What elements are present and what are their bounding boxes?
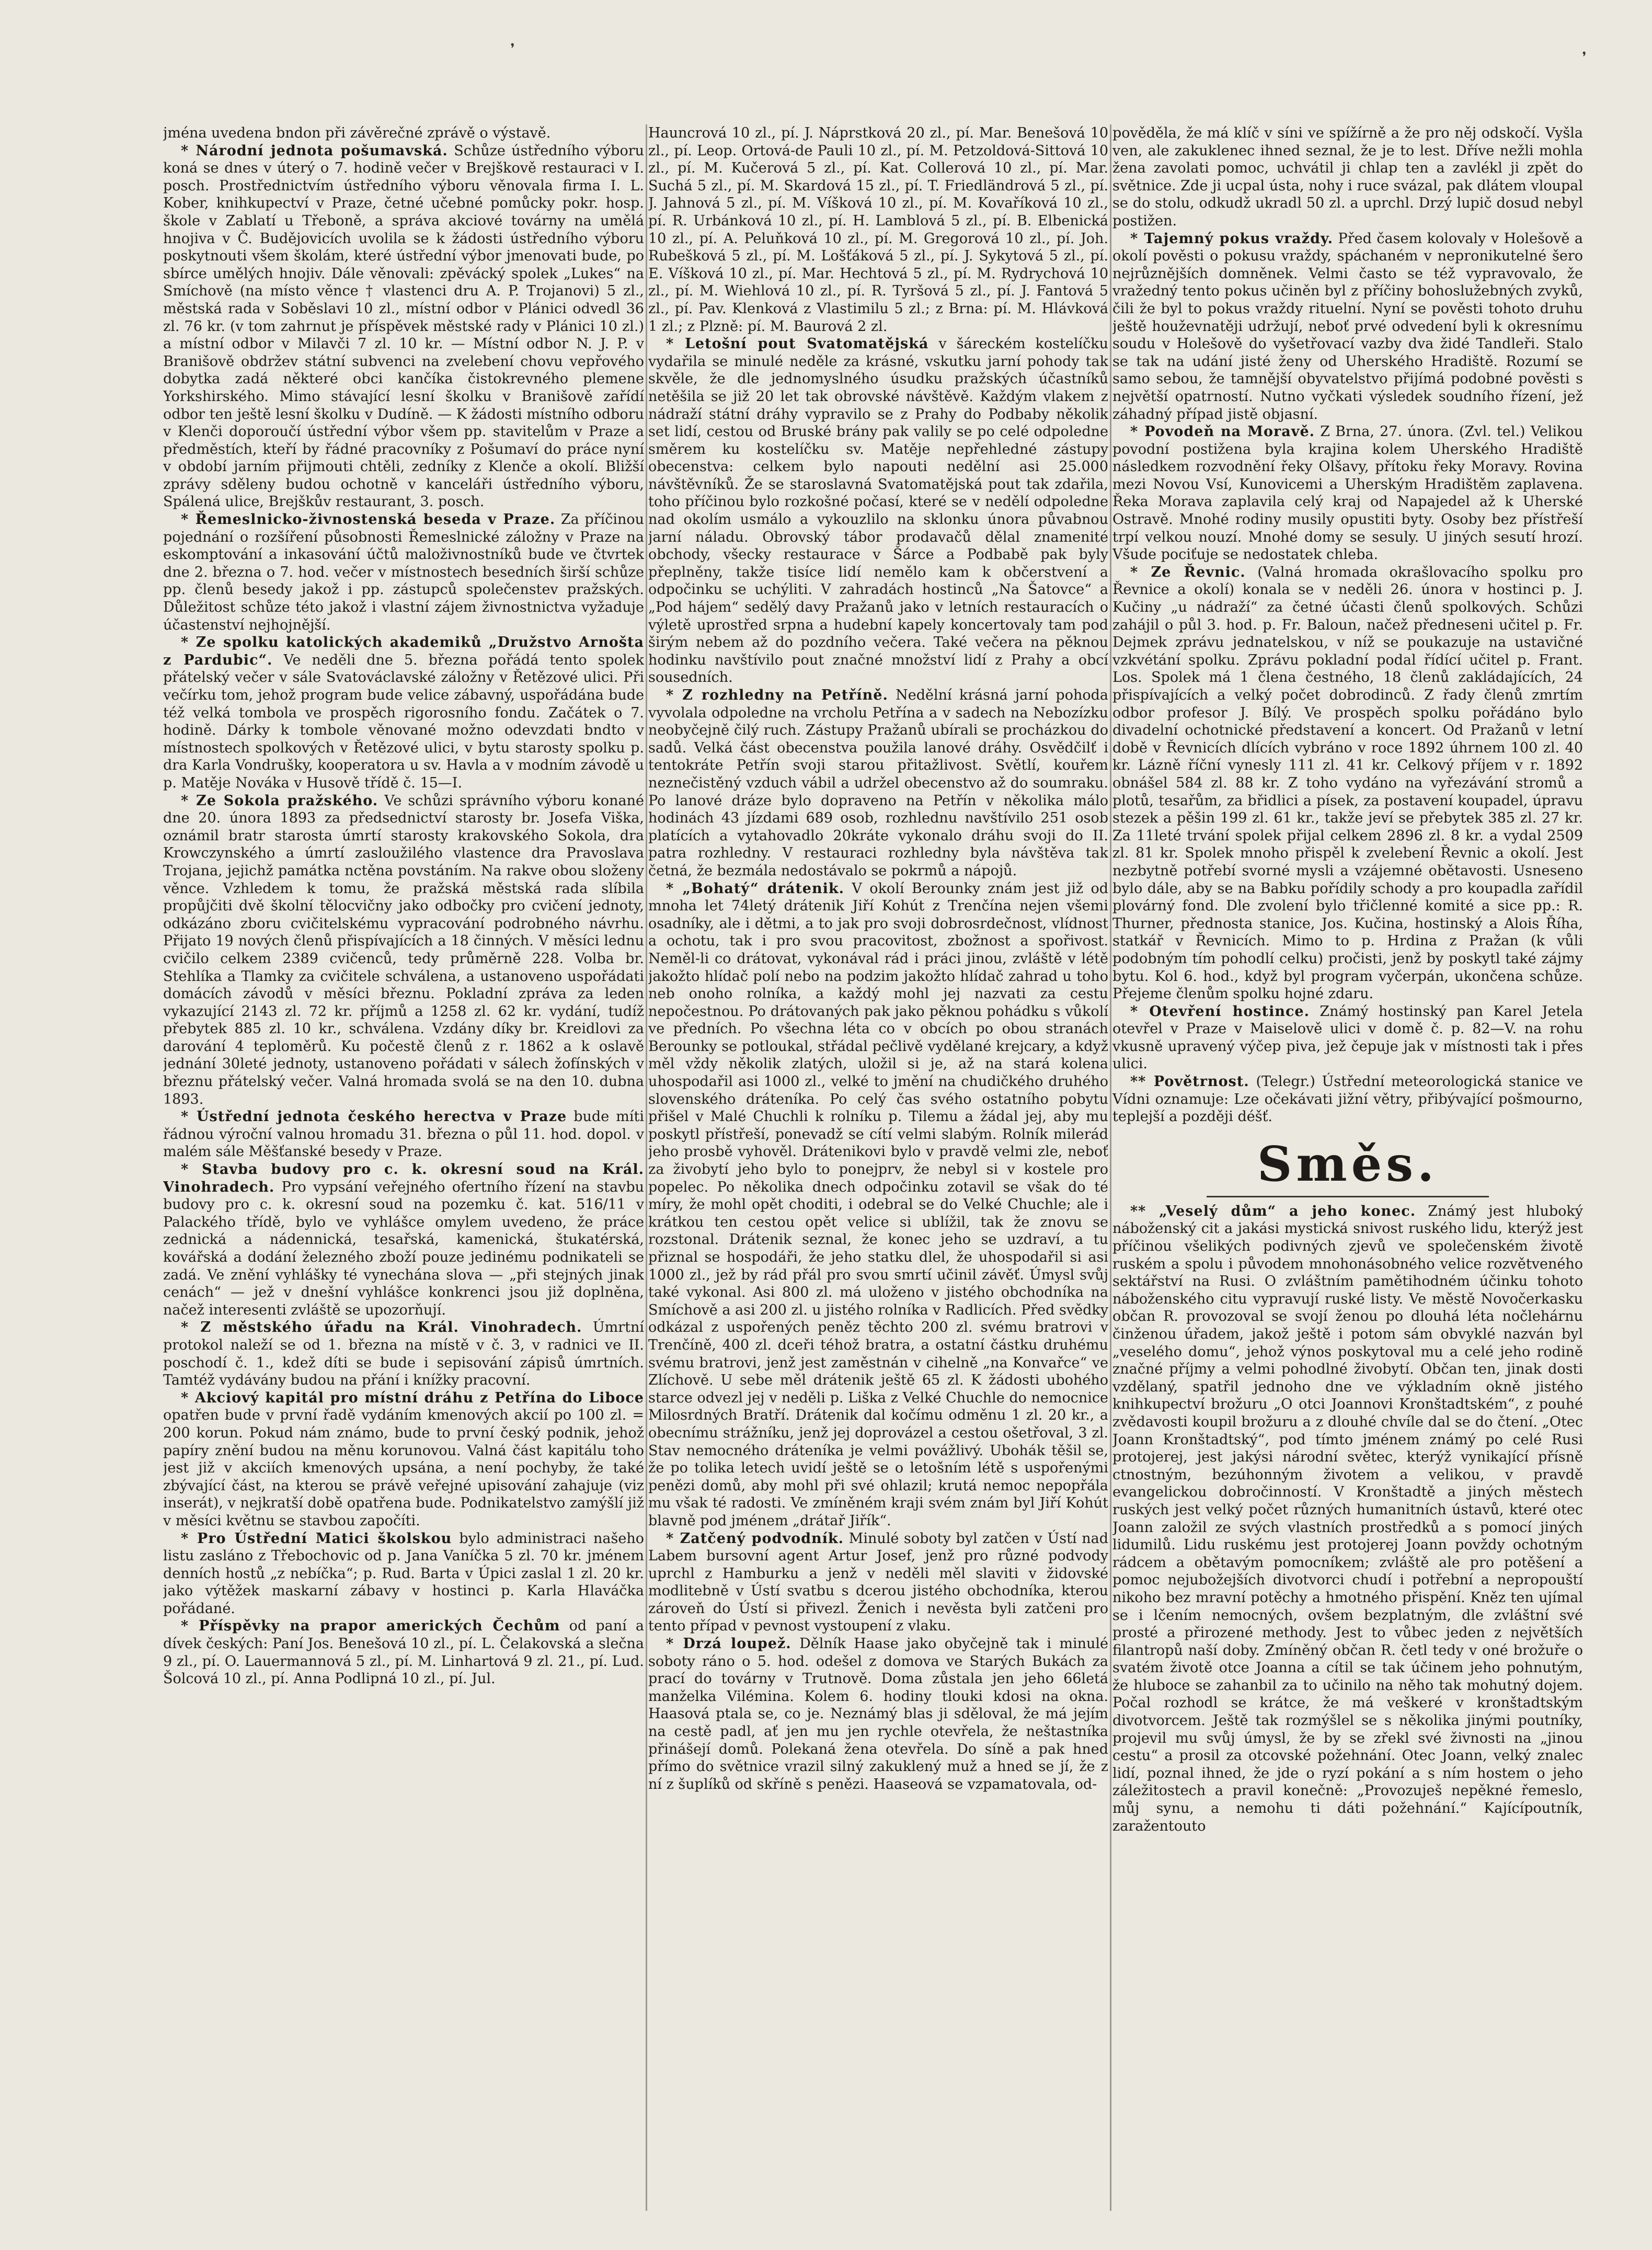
article-body: Ve schůzi správního výboru konané dne 20. února 1893 za předsednictví starosty br. Josefa Viška, oznámil bratr starosta úmrtí starosty krakovského Sokola, dra Krowczynského a úmrtí zasloužilého vlastence dra Pravoslava Trojana, jejichž památka nctěna povstáním. Na rakve obou složeny věnce. Vzhledem k tomu, že pražská městská rada slíbila propůjčiti dvě školní tělocvičny jako odbočky pro cvičení jednoty, odkázáno zboru cvičitelskému vypracování podrobného návrhu. Přijato 19 nových členů přispívajících a 18 činných. V měsíci lednu cvičilo celkem 2389 cvičenců, tedy průměrně 228. Volba br. Stehlíka a Tlamky za cvičitele schválena, a ustanoveno uspořádati domácích závodů v měsíci březnu. Pokladní zpráva za leden vykazující 2143 zl. 72 kr. příjmů a 1258 zl. 62 kr. vydání, tudíž přebytek 885 zl. 10 kr., schválena. Vzdány díky br. Kreidlovi za darování 4 teploměrů. Ku počestě členů z r. 1862 a k oslavě jednání 30leté jednoty, ustanoveno pořádati v sálech žofínských v březnu přátelský večer. Valná hromada svolá se na den 10. dubna 1893. <box>163 792 644 1107</box>
article-body: v šáreckém kostelíčku vydařila se minulé neděle za krásné, vskutku jarní pohody tak skvěle, že dle jednomyslného úsudku pražských účastníků netěšila se již 20 let tak obrovské návštěvě. Každým vlakem z nádraží státní dráhy vypravilo se z Prahy do Podbaby několik set lidí, cestou od Bruské brány pak valily se po celé odpoledne směrem ku kostelíčku sv. Matěje nepřehledné zástupy obecenstva: celkem bylo napouti nedělní asi 25.000 návštěvníků. Že se staroslavná Svatomatějská pout tak zdařila, toho příčinou bylo rozkošné počasí, které se v nedělí odpoledne nad okolím usmálo a vykouzlilo na sklonku února půvabnou jarní náladu. Obrovský tábor prodavačů dělal znamenité obchody, všecky restaurace v Šárce a Podbabě pak byly přeplněny, takže tisíce lidí nemělo kam k občerstvení a odpočinku se uchýliti. V zahradách hostinců „Na Šatovce“ a „Pod hájem“ sedělý davy Pražanů jako v letních restauracích o výletě uprostřed srpna a hudební kapely koncertovaly tam pod širým nebem až do pozdního večera. Také večera na pěknou hodinku navštívilo pout značné množství lidí z Prahy a obcí sousedních. <box>648 336 1108 686</box>
article-body: Pro vypsání veřejného ofertního řízení na stavbu budovy pro c. k. okresní soud na pozemku č. kat. 516/11 v Palackého třídě, bylo ve vyhlášce omylem uvedeno, že práce zednická a nádennická, tesařská, kamenická, štukatérská, kovářská a dodání železného zboží pouze jedinému podnikateli se zadá. Ve znění vyhlášky té vynechána slova — „při stejných jinak cenách“ — jež v dnešní vyhlášce konkrenci jsou již doplněna, načež interesenti zvláště se upozorňují. <box>163 1179 644 1318</box>
ink-mark: ᾽ <box>507 42 518 66</box>
article-headline: * Z rozhledny na Petříně. <box>666 687 888 703</box>
article <box>163 1617 644 1687</box>
column-rule <box>646 124 647 2211</box>
article-headline: * Příspěvky na prapor amerických Čechům <box>181 1618 560 1635</box>
column-1 <box>163 124 644 2211</box>
article-body: od paní a dívek českých: Paní Jos. Benešová 10 zl., pí. L. Čelakovská a slečna 9 zl., pí. O. Lauermannová 5 zl., pí. M. Linhartová 9 zl. 21., pí. Lud. Šolcová 10 zl., pí. Anna Podlipná 10 zl., pí. Jul. <box>163 1618 644 1687</box>
article-body: jména uvedena bndon při závěrečné zprávě o výstavě. <box>163 125 551 141</box>
article-headline: * Ze spolku katolických akademiků „Družstvo Arnošta z Pardubic“. <box>163 634 644 668</box>
article <box>648 880 1108 1530</box>
article-headline: * „Bohatý“ drátenik. <box>666 880 844 897</box>
article <box>648 124 1108 335</box>
ink-mark: ᾿ <box>1579 50 1589 74</box>
article-body: Z Brna, 27. února. (Zvl. tel.) Velikou povodní postižena byla krajina kolem Uherského Hradiště následkem rozvodnění řeky Olšavy, přítoku řeky Moravy. Rovina mezi Novou Vsí, Kunovicemi a Uherským Hradištěm zaplavena. Řeka Morava zaplavila celý kraj od Napajedel až k Uherské Ostravě. Mnohé rodiny musily opustiti byty. Osoby bez přístřeší trpí velkou nouzí. Mnohé domy se sesuly. U jiných sesutí hrozí. Všude pociťuje se nedostatek chleba. <box>1112 424 1583 563</box>
article-headline: * Povodeň na Moravě. <box>1130 424 1315 440</box>
article-headline: * Národní jednota pošumavská. <box>181 142 448 159</box>
article-headline: * Stavba budovy pro c. k. okresní soud na Král. Vinohradech. <box>163 1161 644 1195</box>
article-headline: * Ústřední jednota českého herectva v Praze <box>181 1109 567 1125</box>
article <box>648 1530 1108 1636</box>
article <box>648 1635 1108 1793</box>
section-title-smes: Směs. <box>1257 1135 1439 1192</box>
article-body: Nedělní krásná jarní pohoda vyvolala odpoledne na vrcholu Petřína a v sadech na Nebozízku neobyčejně čilý ruch. Zástupy Pražanů ubírali se procházkou do sadů. Velká část obecenstva použila lanové dráhy. Osvědčilť i tentokráte Petřín svoji starou přitažlivost. Světlí, kouřem neznečistěný vzduch vábil a udržel obecenstvo až do soumraku. Po lanové dráze bylo dopraveno na Petřín v několika málo hodinách 43 jízdami 689 osob, rozhlednu navštívilo 251 osob platících a vytahovadlo 20kráte vykonalo dráhu svoji do II. patra rozhledny. V restauraci rozhledny byla návštěva tak četná, že bezmála nedostávalo se pokrmů a nápojů. <box>648 687 1108 879</box>
article-headline: * Ze Sokola pražského. <box>181 792 378 809</box>
article <box>163 1161 644 1319</box>
article-headline: * Letošní pout Svatomatějská <box>666 336 929 352</box>
article <box>1112 124 1583 230</box>
article-body: bude míti řádnou výroční valnou hromadu 31. března o půl 11. hod. dopol. v malém sále Měšťanské besedy v Praze. <box>163 1109 644 1160</box>
article-body: (Telegr.) Ústřední meteorologická stanice ve Vídni oznamuje: Lze očekávati jižní větry, přibývající pošmourno, teplejší a později déšť. <box>1112 1073 1583 1125</box>
column-2 <box>648 124 1108 2211</box>
article-body: Úmrtní protokol naleží se od 1. března na místě v č. 3, v radnici ve II. poschodí č. 1., kdež díti se bude i sepisování zápisů úmrtních. Tamtéž vydávány budou na přání i knížky pracovní. <box>163 1319 644 1389</box>
article <box>163 792 644 1109</box>
article <box>648 687 1108 880</box>
article-headline: * Akciový kapitál pro místní dráhu z Petřína do Liboce <box>181 1389 644 1406</box>
article <box>163 1389 644 1530</box>
article-body: V okolí Berounky znám jest již od mnoha let 74letý drátenik Jiří Kohút z Trenčína nejen všemi osadníky, ale i dětmi, a to jak pro svoji dobrosrdečnost, vlídnost a ochotu, tak i pro svou pracovitost, zbožnost a spořivost. Neměl-li co drátovat, vykonával rád i práci jinou, zvláště v létě jakožto hlídač polí nebo na podzim jakožto hlídač zahrad u toho neb onoho rolníka, a každý mohl jej nazvati za cestu nepočestnou. Po drátovaných pak jako pěknou pohádku s vůkolí ve předních. Po všechna léta co v obcích po obou stranách Berounky se potloukal, střádal pečlivě vydělané krejcary, a když měl vždy několik zlatých, uložil si je, až na stará kolena uhospodařil asi 1000 zl., velké to jmění na chudičkého druhého slovenského dráteníka. Po celý čas svého ostatního pobytu přišel v Malé Chuchli k rolníku p. Tilemu a žádal jej, aby mu poskytl přístřeší, ponevadž se cítí velmi slabým. Rolník milerád jeho prosbě vyhověl. Drátenikovi bylo v pravdě velmi zle, neboť za živobytí jeho bylo to ponejprv, že nebyl si v kostele pro popelec. Po několika dnech odpočinku zotavil se však do té míry, že mohl opět choditi, i odebral se do Velké Chuchle; ale i krátkou ten cestou opět velice si ublížil, tak že znovu se rozstonal. Drátenik seznal, že konec jeho se uzdraví, a tu přiznal se hospodáři, že jeho statku dlel, že uhospodařil si asi 1000 zl., jež by rád přál pro svou smrtí učinil závěť. Úmysl svůj také vykonal. Asi 800 zl. má uloženo v jistého obchodníka na Smíchově a asi 200 zl. u jistého rolníka v Radlicích. Před svědky odkázal z uspořených peněz těchto 200 zl. svému bratrovi v Trenčíně, 400 zl. dceři téhož bratra, a ostatní částku druhému svému bratrovi, jenž jest zaměstnán v cihelně „na Konvařce“ ve Zlíchově. U sebe měl drátenik ještě 65 zl. K žádosti ubohého starce odvezl jej v neděli p. Liška z Velké Chuchle do nemocnice Milosrdných Bratří. Drátenik dal kočímu odměnu 1 zl. 20 kr., a obecnímu strážníku, jenž jej doprovázel a cestou ošetřoval, 3 zl. Stav nemocného dráteníka je velmi povážlivý. Ubohák těšil se, že po tolika letech uvidí ještě se o letošním létě s uspořenými penězi domů, aby mohl při své ohlazil; krutá nemoc nepopřála mu však té radosti. Ve zmíněném kraji svém znám byl Jiří Kohút blavně pod jménem „drátař Jiřík“. <box>648 880 1108 1529</box>
article-body: Před časem kolovaly v Holešově a okolí pověsti o pokusu vraždy, spáchaném v nepronikutelné šero nejrůznějších domněnek. Velmi často se též vypravovalo, že vražedný tento pokus učiněn byl z příčiny bohoslužebných zvyků, čili že byl to pokus vraždy rituelní. Nyní se pověsti tohoto druhu ještě houževnatěji udržují, neboť prvé odvedení byli k okresnímu soudu v Holešově do vyšetřovací vazby dva židé Tandleři. Stalo se tak na udání jisté ženy od Uherského Hradiště. Rozumí se samo sebou, že tamnější obyvatelstvo přijímá podobné pověsti s největší opatrností. Nutno vyčkati výsledek soudního řízení, jež záhadný případ jistě objasní. <box>1112 230 1583 422</box>
article <box>1112 1203 1583 1835</box>
article-headline: * Otevření hostince. <box>1130 1003 1310 1020</box>
article <box>1112 1003 1583 1073</box>
article <box>648 335 1108 687</box>
article <box>163 1319 644 1389</box>
article <box>163 634 644 792</box>
article-body: Známý jest hluboký náboženský cit a jakási mystická snivost ruského lidu, kterýž jest příčinou všelikých podivných zjevů ve společenském životě ruském a spolu i původem mnohonásobného velice rozvětveného sektářství na Rusi. O zvláštním pamětihodném účinku tohoto náboženského citu vypravují ruské listy. Ve městě Novočerkasku občan R. provozoval se svojí ženou po dlouhá léta nočlehárnu činženou úřadem, jakož ještě i potom sám obvyklé nazván byl „veselého domu“, jehož výnos poskytoval mu a celé jeho rodině značné příjmy a velmi pohodlné živobytí. Občan ten, jinak dosti vzdělaný, spatřil jednoho dne ve výkladním okně jistého knihkupectví brožuru „O otci Joannovi Kronštadtském“, z pouhé zvědavosti koupil brožuru a z dlouhé chvíle dal se do čtení. „Otec Joann Kronštadtský“, pod tímto jménem známý po celé Rusi protojerej, jest jakýsi národní světec, kterýž vynikající přísně ctnostným, bezúhonným životem a velikou, v pravdě evangelickou dobročinností. V Kronštadtě a jiných městech ruských jest velký počet různých humanitních ústavů, které otec Joann založil ze svých vlastních prostředků a s pomocí jiných lidumilů. Lidu ruskému jest protojerej Joann povždy ochotným rádcem a obětavým pomocníkem; zvláště ale pro potěšení a pomoc nejubožejších divotvorci chudí i potřební a nepropouští nikoho bez mravní potěchy a hmotného přispění. Kněz ten ujímal se i lčením nemocných, ovšem bezplatným, dle zvláštní své prosté a přirozené methody. Jest to vůbec jeden z největších filantropů naší doby. Zmíněný občan R. četl tedy v oné brožuře o svatém životě otce Joanna a cítil se tak účinem jeho pohnutým, že hluboce se zahanbil za to učinilo na něho tak mohutný dojem. Počal rozhodl se krátce, že má veškeré v kronštadtským divotvorcem. Ještě tak rozmýšlel se s několika jinými poutníky, projevil mu svůj úmysl, že by se zřekl své živnosti na „jinou cestu“ a prosil za otcovské požehnání. Otec Joann, velký znalec lidí, poznal ihned, že jde o ryzí pokání a s ním hostem o jeho záležitostech a pravil konečně: „Provozuješ nepěkné řemeslo, můj synu, a nemohu ti dáti požehnání.“ Kajícípoutník, zaražentouto <box>1112 1203 1583 1834</box>
article-body: Hauncrová 10 zl., pí. J. Náprstková 20 zl., pí. Mar. Benešová 10 zl., pí. Leop. Ortová-de Pauli 10 zl., pí. M. Petzoldová-Sittová 10 zl., pí. M. Kučerová 5 zl., pí. Kat. Collerová 10 zl., pí. Mar. Suchá 5 zl., pí. M. Skardová 15 zl., pí. T. Friedländrová 5 zl., pí. J. Jahnová 5 zl., pí. M. Víšková 10 zl., pí. M. Kovaříková 10 zl., pí. R. Urbánková 10 zl., pí. H. Lamblová 5 zl., pí. B. Elbenická 10 zl., pí. A. Peluňková 10 zl., pí. M. Gregorová 10 zl., pí. Joh. Rubešková 5 zl., pí. M. Lošťáková 5 zl., pí. J. Sykytová 5 zl., pí. E. Víšková 10 zl., pí. Mar. Hechtová 5 zl., pí. M. Rydrychová 10 zl., pí. M. Wiehlová 10 zl., pí. R. Tyršová 5 zl., pí. J. Fantová 5 zl., pí. Pav. Klenková z Vlastimilu 5 zl.; z Brna: pí. M. Hlávková 1 zl.; z Plzně: pí. M. Baurová 2 zl. <box>648 125 1108 335</box>
article-headline: * Pro Ústřední Matici školskou <box>181 1530 452 1547</box>
article-body: Schůze ústředního výboru koná se dnes v úterý o 7. hodině večer v Brejškově restauraci v I. posch. Prostřednictvím ústředního výboru věnovala firma I. L. Kober, knihkupectví v Praze, četné učebné pomůcky pokr. hosp. škole v Zablatí u Třeboně, a správa akciové továrny na umělá hnojiva v Č. Budějovicích uvolila se k žádosti ústředního výboru poskytnouti všem školám, které ústřední výbor jmenovati bude, po sbírce umělých hnojiv. Dále věnovali: zpěvácký spolek „Lukes“ na Smíchově (na místo věnce † vlastenci dru A. P. Trojanovi) 5 zl., městská rada v Soběslavi 10 zl., místní odbor v Plánici odvedl 36 zl. 76 kr. (v tom zahrnut je příspěvek městské rady v Plánici 10 zl.) a místní odbor v Milavči 7 zl. 10 kr. — Místní odbor N. J. P. v Branišově obdržev státní subvenci na zvelebení chovu vepřového dobytka zadá některé obci kančíka čistokrevného plemene Yorkshirského. Mimo stávající lesní školku v Branišově zařídí odbor ten ještě lesní školku v Dudíně. — K žádosti místního odboru v Klenči doporoučí ústřední výbor všem pp. stavitelům v Praze a předměstích, kteří by řádné pracovníky z Pošumaví do práce nyní v období jarním přijmouti chtěli, zedníky z Klenče a okolí. Bližší zprávy sděleny budou ochotně v kanceláři ústředního výboru, Spálená ulice, Brejškův restaurant, 3. posch. <box>163 142 644 510</box>
column-3 <box>1112 124 1583 2211</box>
article-headline: * Řemeslnicko-živnostenská beseda v Praze. <box>181 511 556 528</box>
article <box>163 124 644 142</box>
article <box>1112 1073 1583 1126</box>
article-headline: * Ze Řevnic. <box>1130 564 1246 580</box>
article-body: Ve neděli dne 5. března pořádá tento spolek přátelský večer v sále Svatováclavské záložny v Řetězové ulici. Při večírku tom, jehož program bude velice zábavný, uspořádána bude též velká tombola ve prospěch rigorosního fondu. Začátek o 7. hodině. Dárky k tombole věnované možno odevzdati bndto v místnostech spolkových v Řetězové ulici, v bytu starosty spolku p. dra Karla Vondrušky, kooperatora u sv. Havla a v modním závodě u p. Matěje Nováka v Husově třídě č. 15—I. <box>163 652 644 791</box>
article <box>163 142 644 511</box>
article <box>1112 564 1583 1003</box>
article-headline: * Tajemný pokus vraždy. <box>1130 230 1334 247</box>
article-body: pověděla, že má klíč v síni ve spížírně a že pro něj odskočí. Vyšla ven, ale zakuklenec ihned seznal, že je to lest. Dříve nežli mohla žena zavolati pomoc, uchvátil ji chlap ten a zavlékl ji zpět do světnice. Zde ji ucpal ústa, nohy i ruce svázal, pak dlátem vloupal se do stolu, odkudž ukradl 50 zl. a uprchl. Drzý lupič dosud nebyl postižen. <box>1112 125 1583 229</box>
article-body: bylo administraci našeho listu zasláno z Třebochovic od p. Jana Vaníčka 5 zl. 70 kr. jménem denních hostů „z nebíčka“; p. Rud. Barta v Úpici zaslal 1 zl. 20 kr. jako výtěžek maskarní zábavy v hostinci p. Karla Hlaváčka pořádané. <box>163 1530 644 1617</box>
section-rule <box>1207 1196 1489 1197</box>
article-headline: * Z městského úřadu na Král. Vinohradech. <box>181 1319 582 1336</box>
article <box>163 511 644 634</box>
article-body: Dělník Haase jako obyčejně tak i minulé soboty ráno o 5. hod. odešel z domova ve Starých Bukách za prací do továrny v Trutnově. Doma zůstala jen jeho 66letá manželka Vilémina. Kolem 6. hodiny tlouki kdosi na okna. Haasová ptala se, co je. Neznámý blas ji sděloval, že má jejím na cestě padl, ať jen mu jen rychle otevřela, že neštastníka přinášejí domů. Polekaná žena otevřela. Do síně a pak hned přímo do světnice vrazil silný zakuklený muž a hned se jí, že z ní z šuplíků od skříně s penězi. Haaseová se vzpamatovala, od- <box>648 1636 1108 1792</box>
article-body: Za příčinou pojednání o rozšíření působnosti Řemeslnické záložny v Praze na eskomptování a inkasování účtů malоživnostníků bude ve čtvrtek dne 2. března o 7. hod. večer v místnostech besedních širší schůze pp. členů besedy jakož i pp. zástupců společenstev pražských. Důležitost schůze této jakož i vlastní zájem živnostnictva vyžaduje účastenství nejhojnější. <box>163 511 644 633</box>
article-body: Minulé soboty byl zatčen v Ústí nad Labem bursovní agent Artur Josef, jenž pro různé podvody uprchl z Hamburku a jenž v neděli měl slaviti v židovské modlitebně v Ústí svatbu s dcerou jistého obchodníka, kterou zároveň do Ústí si přivezl. Ženich i nevěsta byli zatčeni pro tento případ v pevnost vystoupení z vlaku. <box>648 1530 1108 1635</box>
article-body: opatřen bude v první řadě vydáním kmenových akcií po 100 zl. = 200 korun. Pokud nám známo, bude to první český podnik, jehož papíry znění budou na měnu korunovou. Valná část kapitálu toho jest již v akciích kmenových upsána, a není pochyby, že také zbývající část, na kterou se právě veřejné upisování zahajuje (viz inserát), v nejkratší době opatřena bude. Podnikatelstvo zamýšlí již v měsíci květnu se stavbou započíti. <box>163 1407 644 1529</box>
article-body: (Valná hromada okrašlovacího spolku pro Řevnice a okolí) konala se v neděli 26. února v hostinci p. J. Kučiny „u nádraží“ za četné účasti členů spolkových. Schůzi zahájil o půl 3. hod. p. Fr. Baloun, načež předneseni učitel p. Fr. Dejmek zprávu jednatelskou, v níž se poukazuje na ustavičné vzkvétání spolku. Zprávu pokladní podal řídící učitel p. Frant. Los. Spolek má 1 člena čestného, 18 členů zakládajících, 24 přispívajících a velký počet dobrodinců. Z řady členů zmrtím odbor profesor J. Bílý. Ve prospěch spolku pořádáno bylo divadelní ochotnické představení a koncert. Od Pražanů v letní době v Řevnicích dlících vybráno v roce 1892 úhrnem 100 zl. 40 kr. Lázně říční vynesly 111 zl. 41 kr. Celkový příjem v r. 1892 obnášel 584 zl. 88 kr. Z toho vydáno na vyřezávání stromů a plotů, tesařům, za břidlici a písek, za postavení koupadel, úpravu stezek a pěšin 199 zl. 61 kr., takže jeví se přebytek 385 zl. 27 kr. Za 11leté trvání spolek přijal celkem 2896 zl. 8 kr. a vydal 2509 zl. 81 kr. Spolek mnoho přispěl k zvelebení Řevnic a okolí. Jest nezbytně potřebí svorné mysli a vzájemné obětavosti. Usneseno bylo dále, aby se na Babku pořídily schody a pro koupadla zařídil plovárný fond. Dle zvolení bylo třičlenné komité a sice pp.: R. Thurner, přednosta stanice, Jos. Kučina, hostinský a Alois Říha, statkář v Řevnicích. Mimo to p. Hrdina z Pražan (k vůli podobným tím pohodlí celku) pročisti, jenž by poskytl také zájmy bytu. Kol 6. hod., když byl program vyčerpán, ukončena schůze. Přejeme členům spolku hojné zdaru. <box>1112 564 1583 1002</box>
article <box>163 1530 644 1618</box>
article <box>1112 230 1583 424</box>
column-rule <box>1110 124 1111 2211</box>
article-headline: * Drzá loupež. <box>666 1636 791 1652</box>
article-body: Známý hostinský pan Karel Jetela otevřel v Praze v Maiselově ulici v domě č. p. 82—V. na rohu vkusně upravený výčep piva, jež čepuje jak v místnosti tak i přes ulici. <box>1112 1003 1583 1072</box>
article <box>163 1108 644 1161</box>
article-headline: ** Povětrnost. <box>1130 1073 1249 1090</box>
article-headline: ** „Veselý dům“ a jeho konec. <box>1130 1203 1416 1219</box>
article <box>1112 423 1583 564</box>
article-headline: * Zatčený podvodník. <box>666 1530 844 1547</box>
